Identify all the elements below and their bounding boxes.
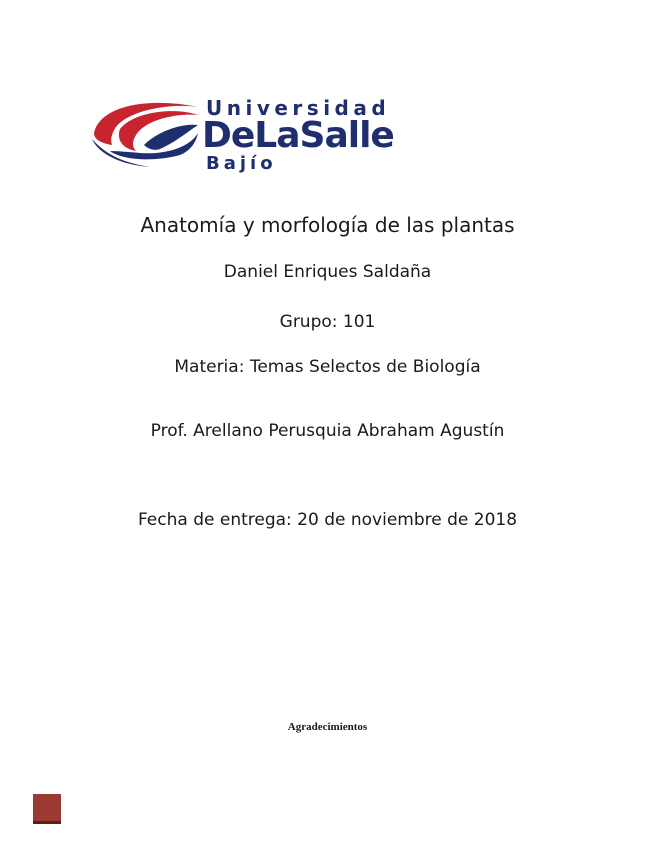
document-title: Anatomía y morfología de las plantas bbox=[140, 213, 515, 237]
professor-line: Prof. Arellano Perusquia Abraham Agustín bbox=[150, 421, 505, 441]
due-date-line: Fecha de entrega: 20 de noviembre de 2018 bbox=[137, 510, 518, 530]
logo-text-bajio: Bajío bbox=[206, 153, 277, 173]
university-logo-graphic bbox=[90, 93, 470, 173]
logo-text-delasalle: DeLaSalle bbox=[202, 115, 394, 156]
subject-line: Materia: Temas Selectos de Biología bbox=[174, 357, 481, 377]
footer-color-mark bbox=[33, 794, 61, 824]
logo-text-universidad: Universidad bbox=[206, 96, 391, 120]
university-logo bbox=[90, 93, 470, 173]
author-name: Daniel Enriques Saldaña bbox=[223, 262, 432, 282]
acknowledgements-heading: Agradecimientos bbox=[287, 721, 368, 733]
logo-emblem bbox=[92, 103, 198, 167]
group-line: Grupo: 101 bbox=[279, 312, 376, 332]
